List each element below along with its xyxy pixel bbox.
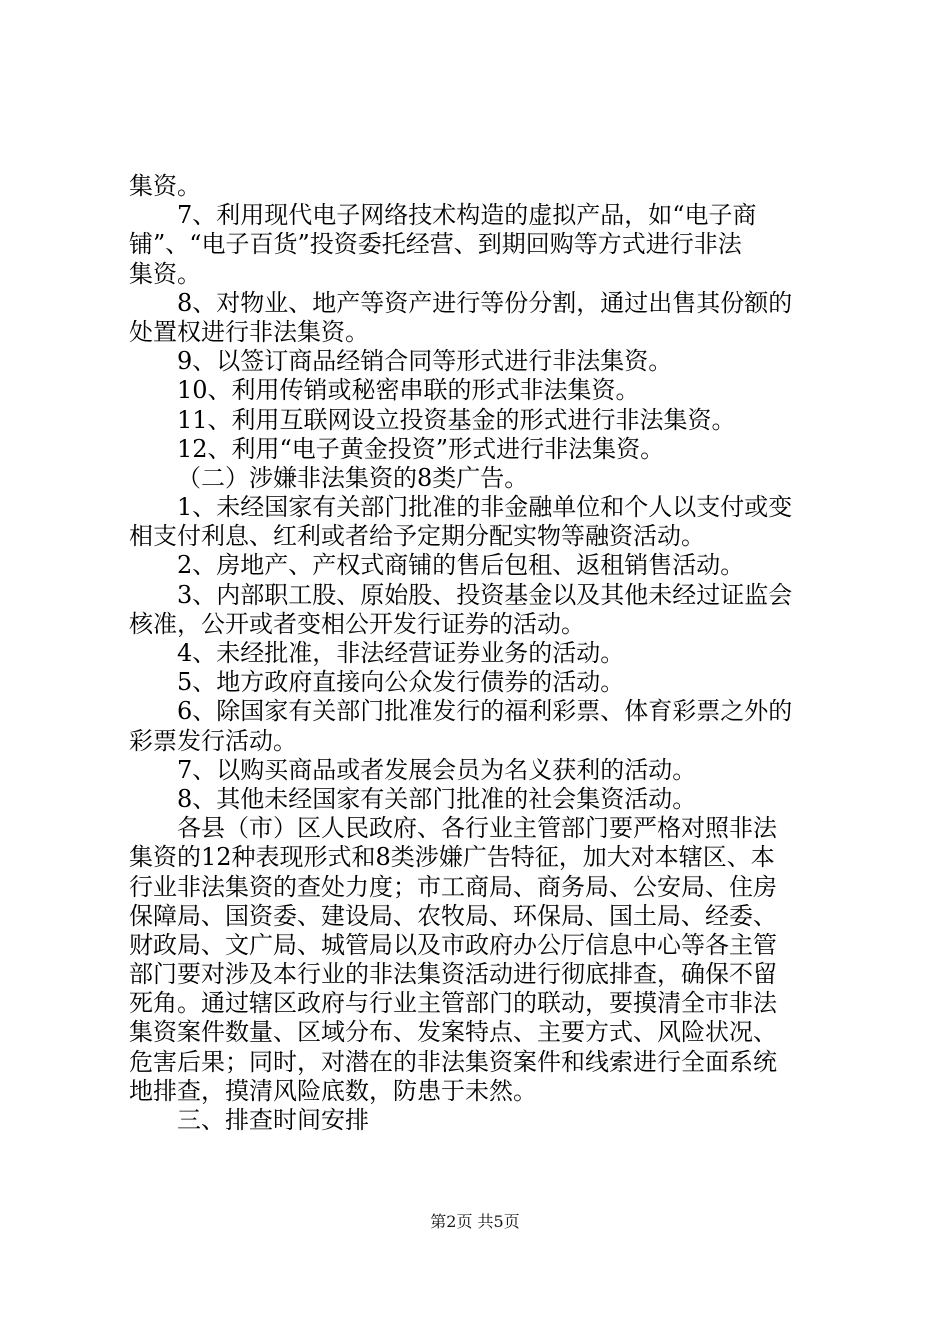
text-line: 4、未经批准，非法经营证券业务的活动。 <box>177 639 625 667</box>
text-line: 铺”、“电子百货”投资委托经营、到期回购等方式进行非法 <box>129 230 742 259</box>
text-line: 处置权进行非法集资。 <box>129 317 369 346</box>
text-line: 部门要对涉及本行业的非法集资活动进行彻底排查，确保不留 <box>129 960 777 989</box>
text-line: 危害后果；同时，对潜在的非法集资案件和线索进行全面系统 <box>129 1047 777 1076</box>
text-line: 三、排查时间安排 <box>177 1106 369 1134</box>
text-line: 2、房地产、产权式商铺的售后包租、返租销售活动。 <box>177 551 745 580</box>
text-line: 10、利用传销或秘密串联的形式非法集资。 <box>177 376 640 405</box>
text-line: （二）涉嫌非法集资的8类广告。 <box>177 463 529 492</box>
text-line: 各县（市）区人民政府、各行业主管部门要严格对照非法 <box>177 814 777 843</box>
text-line: 死角。通过辖区政府与行业主管部门的联动，要摸清全市非法 <box>129 989 777 1018</box>
text-line: 7、以购买商品或者发展会员为名义获利的活动。 <box>177 755 697 784</box>
text-line: 12、利用“电子黄金投资”形式进行非法集资。 <box>177 434 665 463</box>
text-line: 集资的12种表现形式和8类涉嫌广告特征，加大对本辖区、本 <box>129 843 775 872</box>
text-line: 核准，公开或者变相公开发行证券的活动。 <box>129 609 585 638</box>
text-line: 6、除国家有关部门批准发行的福利彩票、体育彩票之外的 <box>177 697 793 726</box>
text-line: 5、地方政府直接向公众发行债券的活动。 <box>177 668 625 697</box>
document-body <box>129 172 829 1135</box>
text-line: 集资案件数量、区域分布、发案特点、主要方式、风险状况、 <box>129 1018 777 1047</box>
text-line: 8、对物业、地产等资产进行等份分割，通过出售其份额的 <box>177 288 793 317</box>
text-line: 1、未经国家有关部门批准的非金融单位和个人以支付或变 <box>177 493 793 522</box>
text-line: 相支付利息、红利或者给予定期分配实物等融资活动。 <box>129 522 705 551</box>
text-line: 7、利用现代电子网络技术构造的虚拟产品，如“电子商 <box>177 201 757 230</box>
page-footer: 第2页 共5页 <box>430 1212 520 1231</box>
text-line: 8、其他未经国家有关部门批准的社会集资活动。 <box>177 784 697 813</box>
text-line: 彩票发行活动。 <box>129 726 297 755</box>
text-line: 财政局、文广局、城管局以及市政府办公厅信息中心等各主管 <box>129 930 777 959</box>
text-line: 保障局、国资委、建设局、农牧局、环保局、国土局、经委、 <box>129 901 777 930</box>
text-line: 地排查，摸清风险底数，防患于未然。 <box>129 1076 537 1105</box>
text-line: 行业非法集资的查处力度；市工商局、商务局、公安局、住房 <box>129 872 777 901</box>
text-line: 11、利用互联网设立投资基金的形式进行非法集资。 <box>177 405 736 434</box>
text-line: 集资。 <box>129 259 201 288</box>
text-line: 9、以签订商品经销合同等形式进行非法集资。 <box>177 347 673 376</box>
text-line: 3、内部职工股、原始股、投资基金以及其他未经过证监会 <box>177 580 793 609</box>
text-line: 集资。 <box>129 172 201 200</box>
